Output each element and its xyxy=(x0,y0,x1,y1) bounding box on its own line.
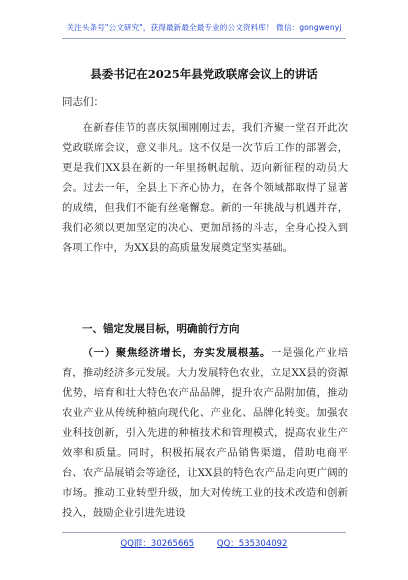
paragraph-economy xyxy=(62,343,348,523)
greeting: 同志们： xyxy=(62,96,104,108)
qq-contact-link[interactable]: QQ：535304092 xyxy=(216,539,288,549)
footer-divider xyxy=(62,532,346,533)
header-divider xyxy=(62,38,346,39)
qq-group-link[interactable]: QQ群：30265665 xyxy=(120,539,195,549)
document-title: 县委书记在2025年县党政联席会议上的讲话 xyxy=(90,67,318,81)
footer xyxy=(0,537,408,549)
header-banner: 关注头条号"公文研究"，获得最新最全最专业的公文资料库！ 微信：gongwenyj xyxy=(66,23,342,32)
paragraph-lead: （一）聚焦经济增长，夯实发展根基。 xyxy=(82,347,272,359)
section-heading-1: 一、锚定发展目标，明确前行方向 xyxy=(82,323,240,335)
paragraph-body: 一是强化产业培育，推动经济多元发展。大力发展特色农业，立足XX县的资源优势，培育和壮大特色农产品品牌，提升农产品附加值，推动农业产业从传统种植向现代化、产业化、品牌化转变。加强农业科技创新，引入先进的种植技术和管理模式，提高农业生产效率和质量。同时，积极拓展农产品销售渠道，借助电商平台、农产品展销会等途径，让XX县的特色农产品走向更广阔的市场。推动工业转型升级，加大对传统工业的技术改造和创新投入，鼓励企业引进先进设 xyxy=(62,347,349,519)
paragraph-intro: 在新春佳节的喜庆氛围刚刚过去，我们齐聚一堂召开此次党政联席会议，意义非凡。这不仅是一次节后工作的部署会，更是我们XX县在新的一年里扬帆起航、迈向新征程的动员大会。过去一年，全县上下齐心协力，在各个领域都取得了显著的成绩，但我们不能有丝毫懈怠。新的一年挑战与机遇并存，我们必须以更加坚定的决心、更加昂扬的斗志，全身心投入到各项工作中，为XX县的高质量发展奠定坚实基础。 xyxy=(62,122,348,254)
